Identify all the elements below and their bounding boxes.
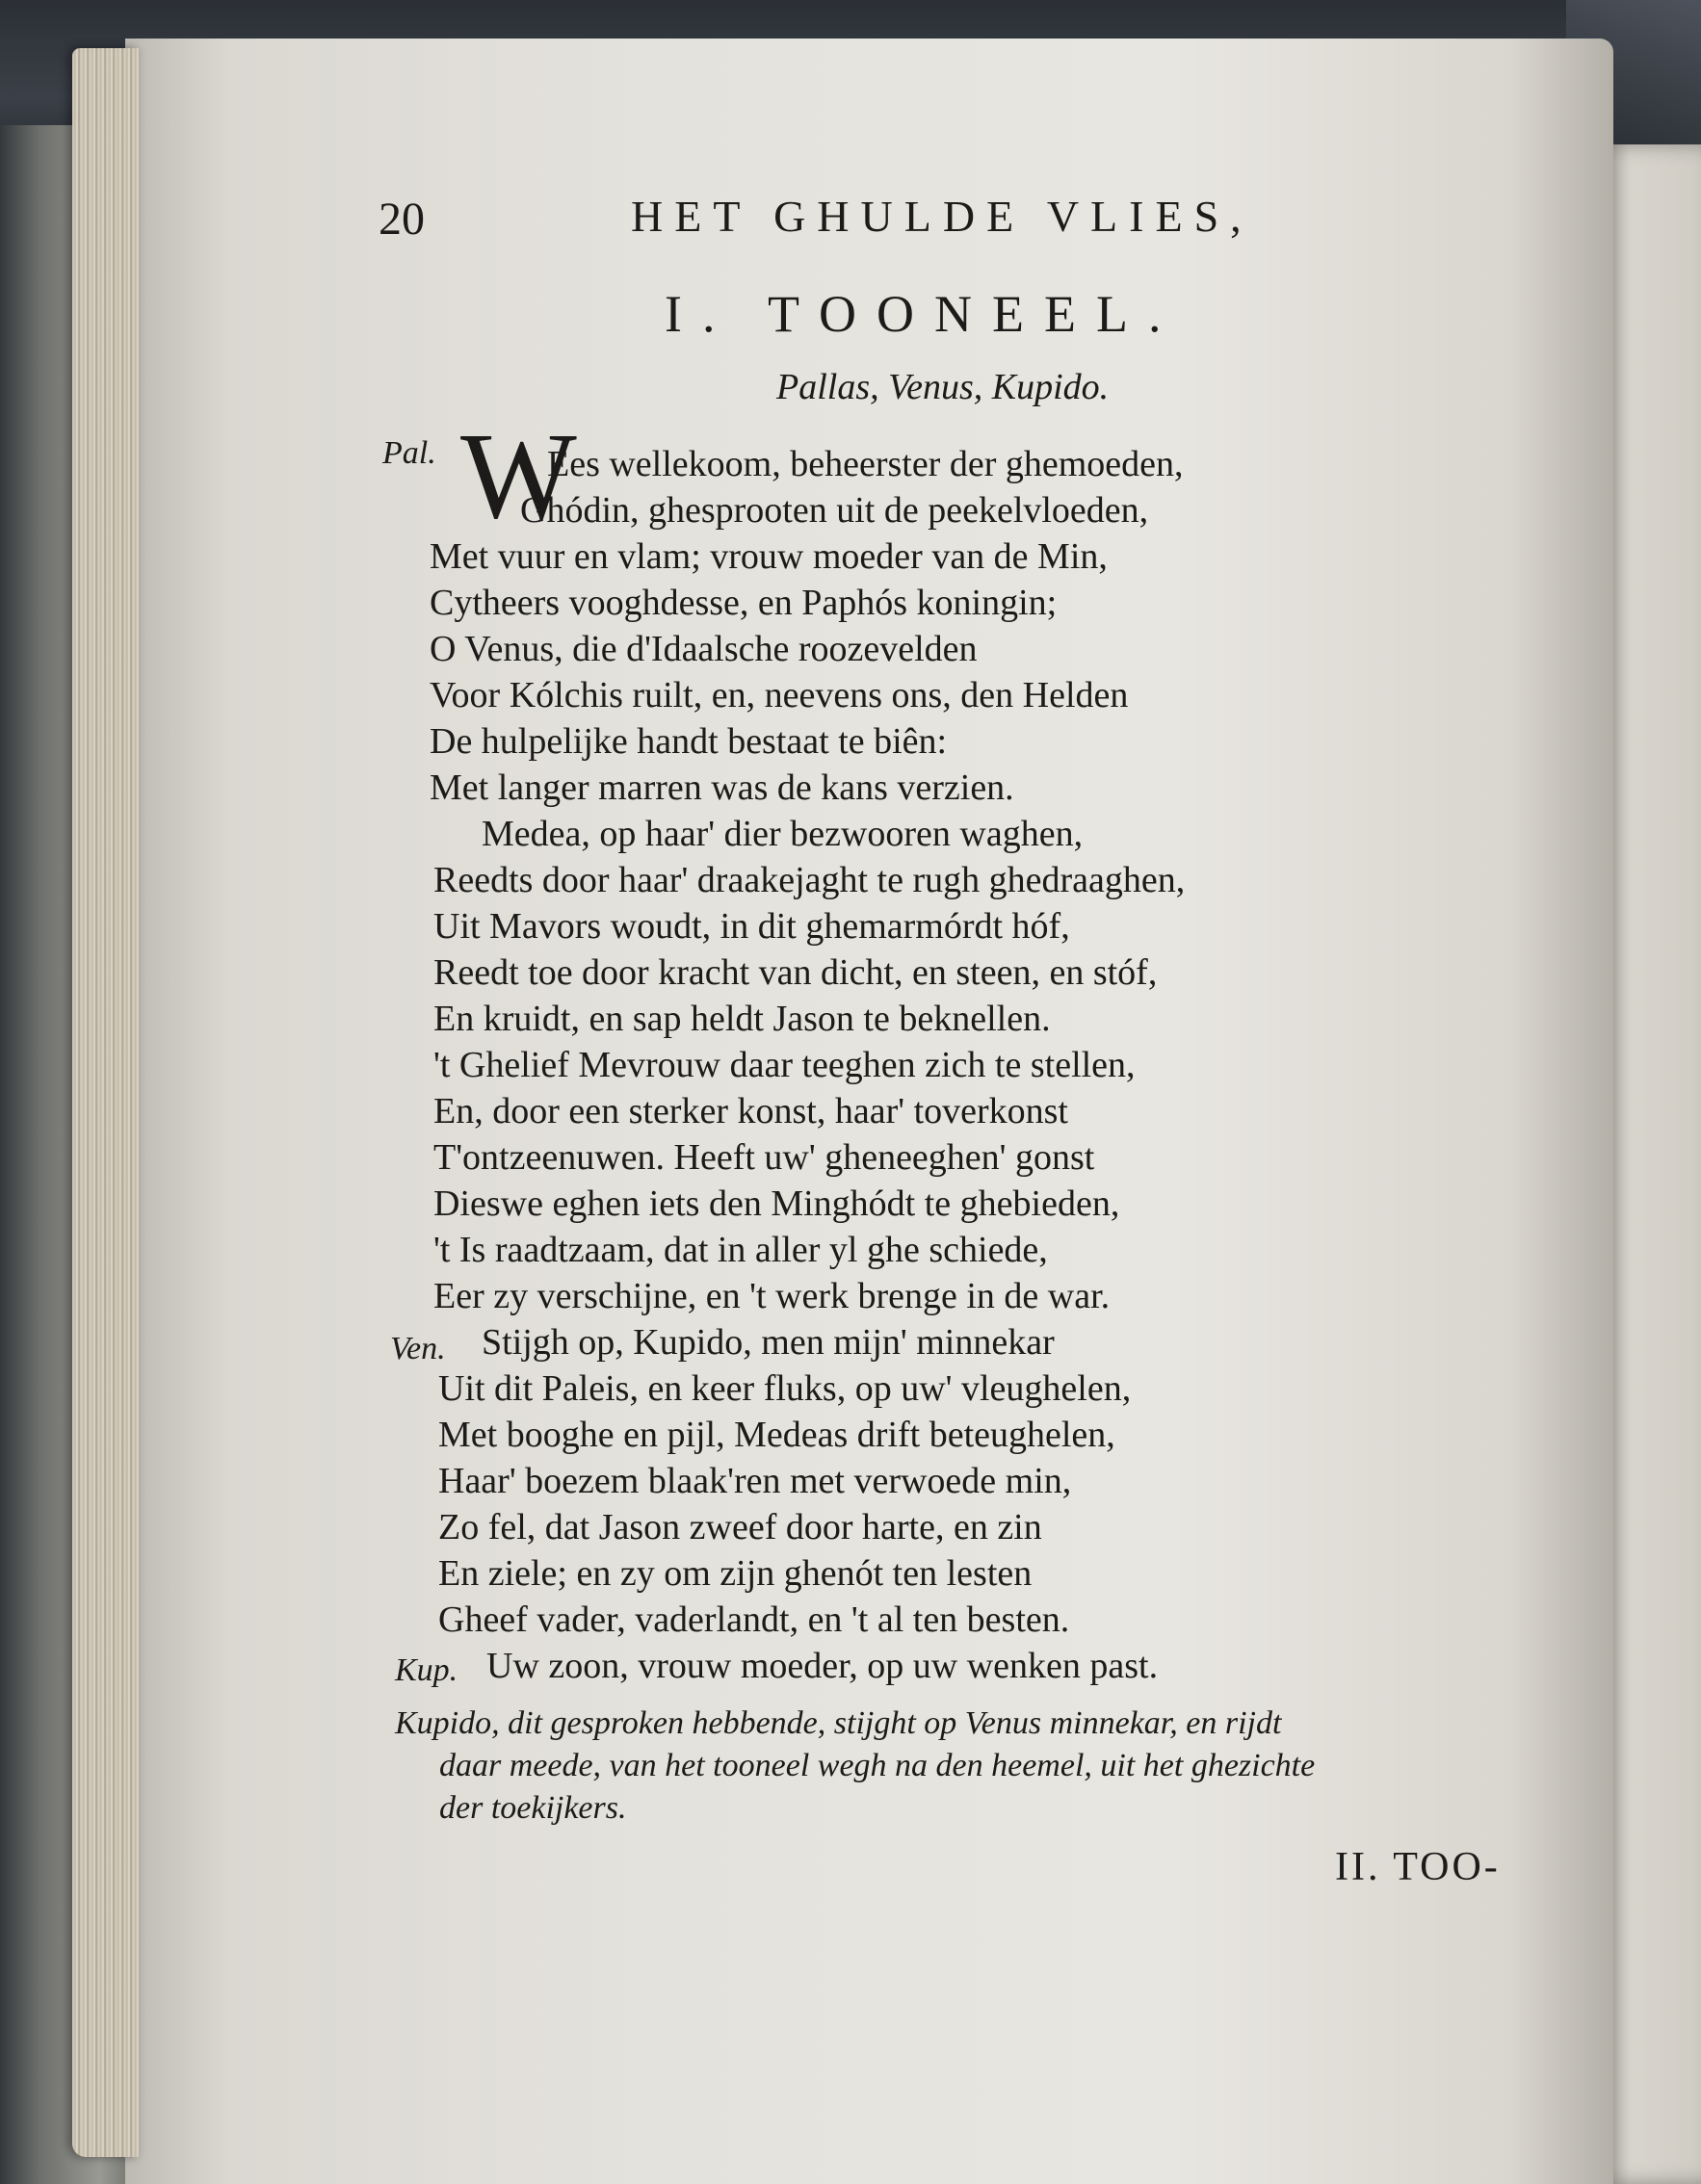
verse-line: Gheef vader, vaderlandt, en 't al ten besten.	[438, 1599, 1070, 1640]
verse-line: Medea, op haar' dier bezwooren waghen,	[482, 814, 1084, 854]
dramatis-personae: Pallas, Venus, Kupido.	[776, 367, 1110, 407]
running-head: HET GHULDE VLIES,	[631, 192, 1253, 241]
verse-line: De hulpelijke handt bestaat te biên:	[430, 721, 948, 762]
verse-line: Uit Mavors woudt, in dit ghemarmórdt hóf,	[433, 906, 1070, 947]
verse-line: 't Is raadtzaam, dat in aller yl ghe schiede,	[433, 1230, 1048, 1270]
verse-line: T'ontzeenuwen. Heeft uw' gheneeghen' gonst	[433, 1137, 1095, 1178]
verse-line: Met booghe en pijl, Medeas drift beteughelen,	[438, 1415, 1115, 1455]
verse-line: Stijgh op, Kupido, men mijn' minnekar	[482, 1322, 1055, 1363]
verse-line: Reedt toe door kracht van dicht, en steen, en stóf,	[433, 952, 1158, 993]
verse-line: O Venus, die d'Idaalsche roozevelden	[430, 629, 978, 669]
speaker-label: Ven.	[390, 1331, 446, 1366]
verse-line: Zo fel, dat Jason zweef door harte, en zin	[438, 1507, 1042, 1547]
verse-line: Uw zoon, vrouw moeder, op uw wenken past.	[486, 1646, 1159, 1686]
stage-direction-line: daar meede, van het tooneel wegh na den heemel, uit het ghezichte	[439, 1748, 1316, 1783]
verse-line: En ziele; en zy om zijn ghenót ten lesten	[438, 1553, 1033, 1594]
verse-line: En, door een sterker konst, haar' toverkonst	[433, 1091, 1068, 1131]
verse-line: Met langer marren was de kans verzien.	[430, 767, 1014, 808]
verse-line: Eer zy verschijne, en 't werk brenge in de war.	[433, 1276, 1111, 1316]
stage-direction-line: Kupido, dit gesproken hebbende, stijght op Venus minnekar, en rijdt	[395, 1705, 1282, 1741]
verse-line: Ees wellekoom, beheerster der ghemoeden,	[547, 444, 1184, 484]
scene-title: I. TOONEEL.	[665, 285, 1182, 343]
verse-line: Met vuur en vlam; vrouw moeder van de Min,	[430, 536, 1108, 577]
verse-line: Cytheers vooghdesse, en Paphós koningin;	[430, 583, 1058, 623]
verse-line: En kruidt, en sap heldt Jason te beknellen.	[433, 999, 1051, 1039]
speaker-label: Kup.	[395, 1652, 458, 1688]
verse-line: 't Ghelief Mevrouw daar teeghen zich te stellen,	[433, 1045, 1136, 1085]
verse-line: Voor Kólchis ruilt, en, neevens ons, den Helden	[430, 675, 1129, 715]
verse-line: Haar' boezem blaak'ren met verwoede min,	[438, 1461, 1072, 1501]
stage-direction-line: der toekijkers.	[439, 1790, 627, 1826]
drop-cap: W	[460, 407, 577, 544]
verse-line: Dieswe eghen iets den Minghódt te ghebieden,	[433, 1183, 1120, 1224]
speaker-label: Pal.	[382, 435, 436, 471]
verse-line: Reedts door haar' draakejaght te rugh ghedraaghen,	[433, 860, 1186, 900]
verse-line: Uit dit Paleis, en keer fluks, op uw' vleughelen,	[438, 1368, 1132, 1409]
page-number: 20	[379, 194, 425, 245]
catchword: II. TOO-	[1335, 1845, 1501, 1889]
verse-line: Ghódin, ghesprooten uit de peekelvloeden,	[520, 490, 1149, 531]
